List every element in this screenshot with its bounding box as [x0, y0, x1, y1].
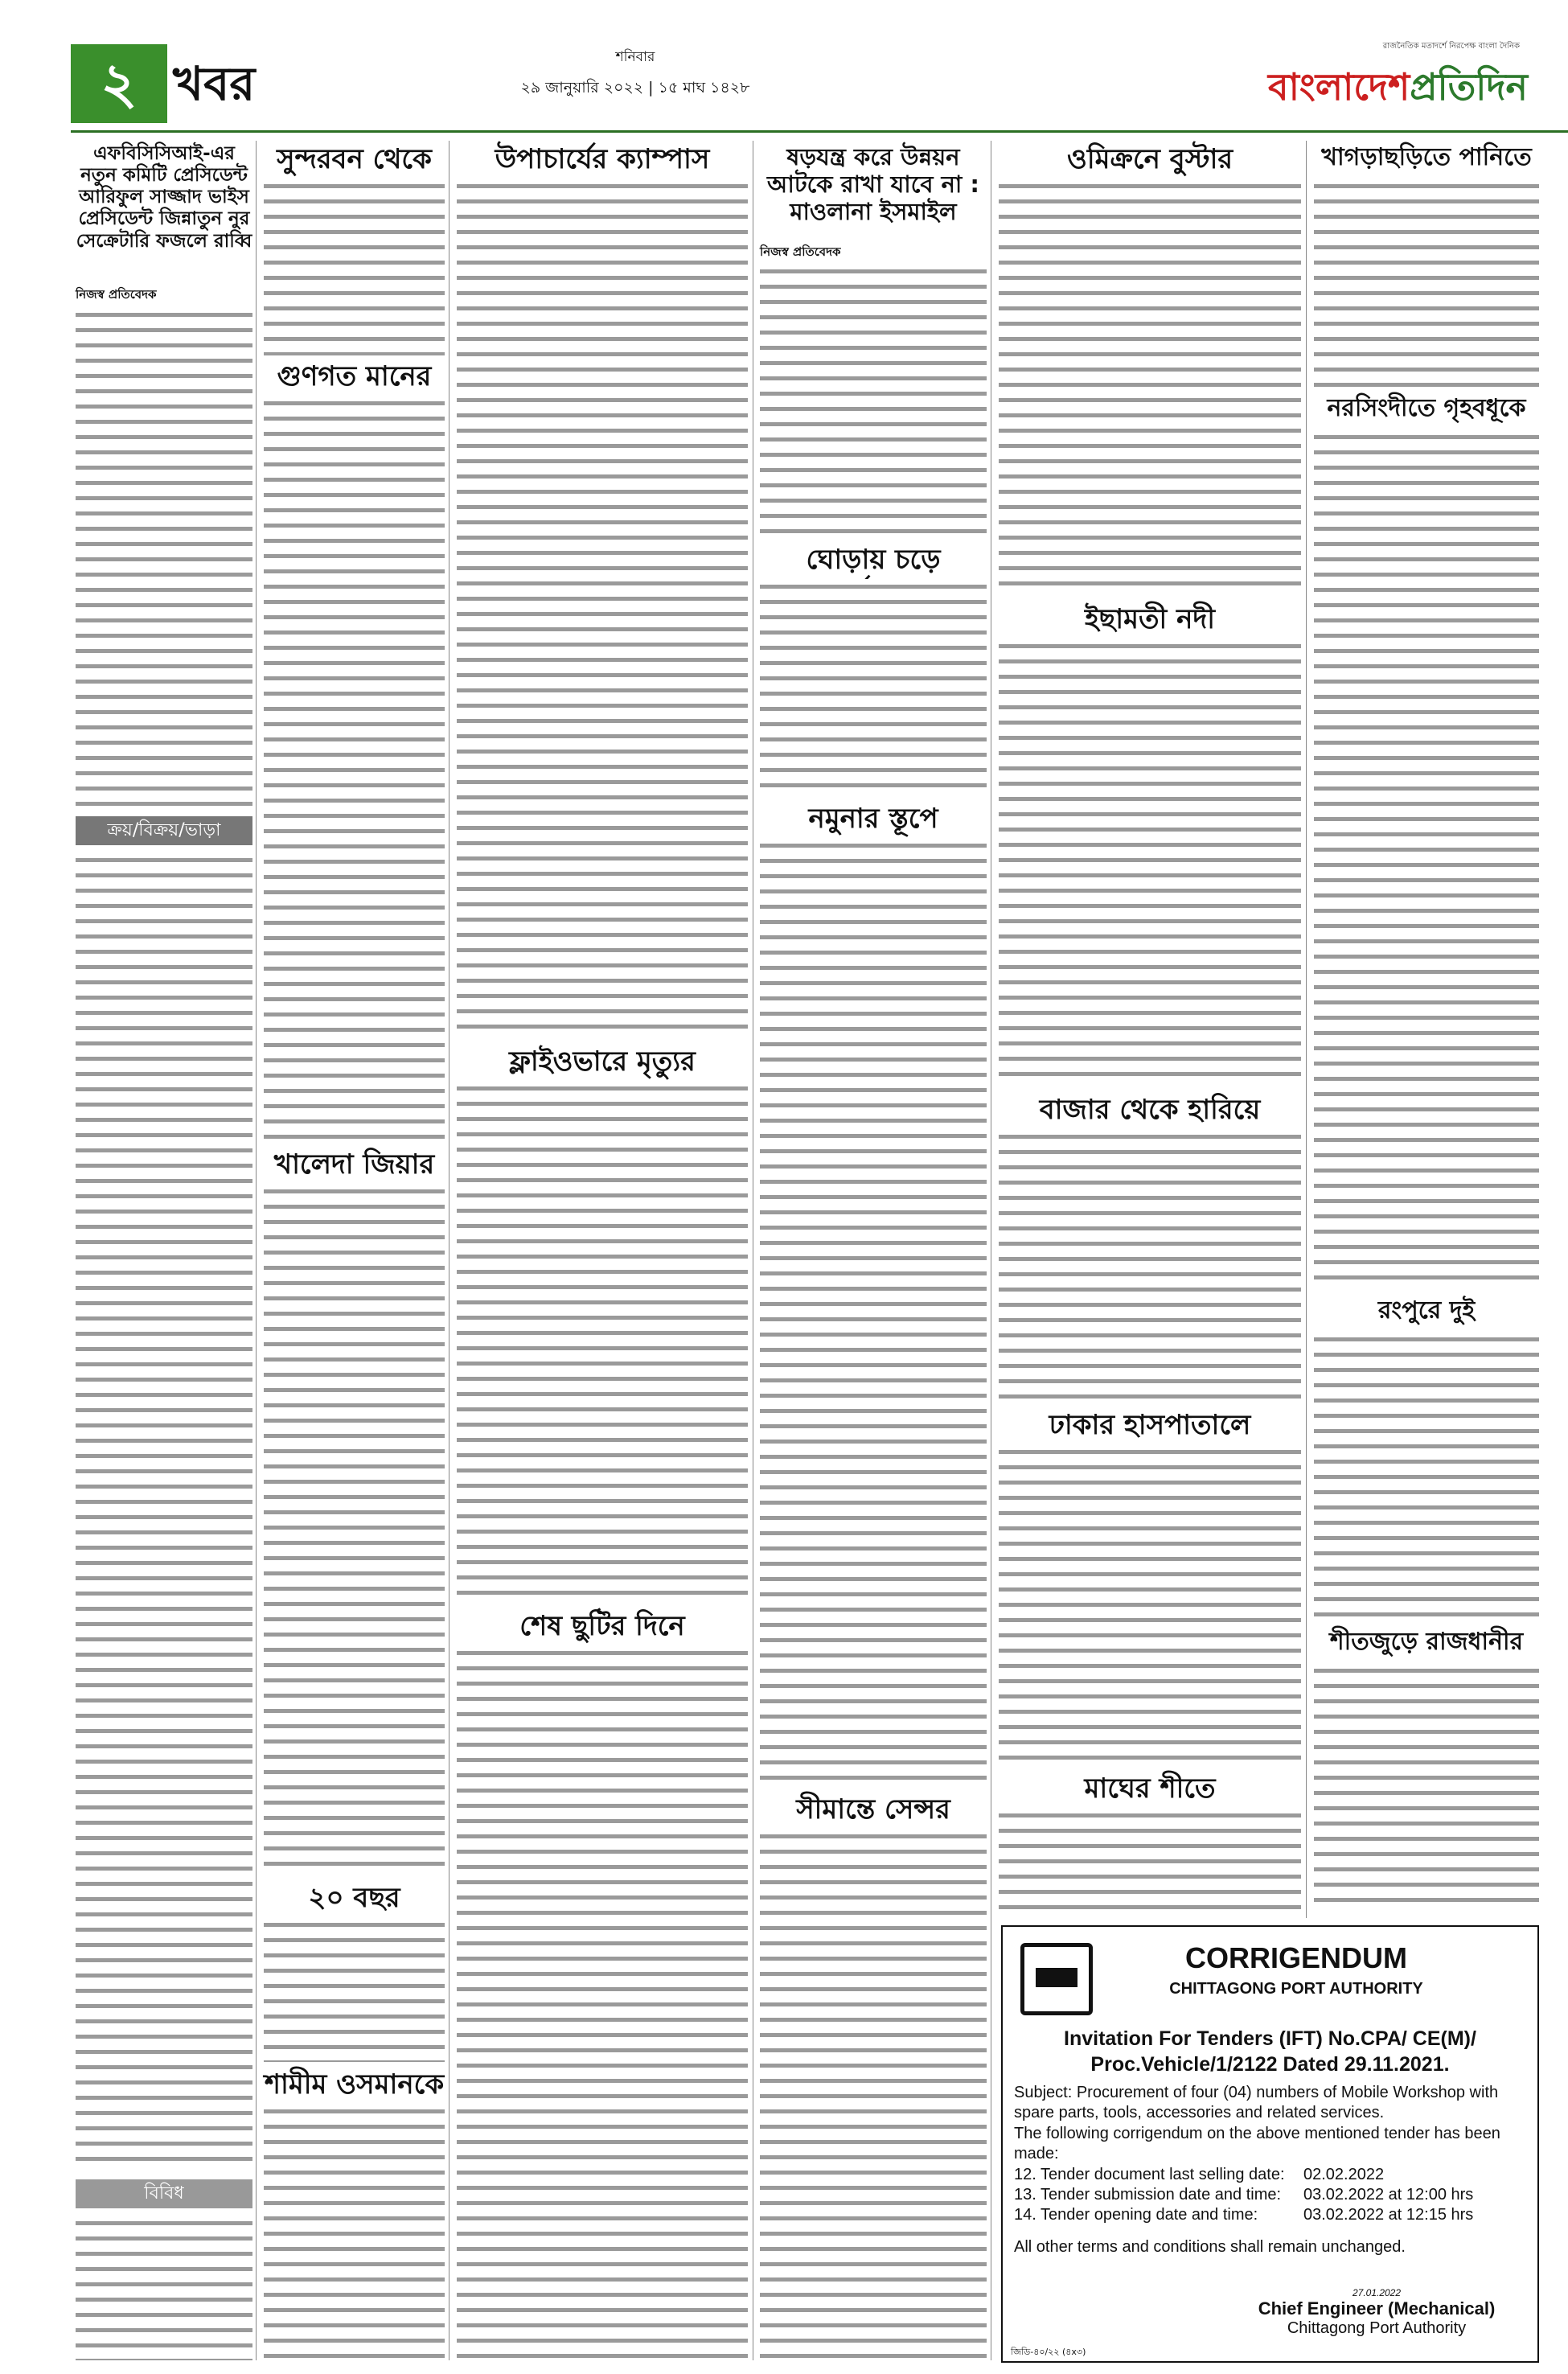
article-body — [457, 1081, 748, 1604]
logo-tagline: রাজনৈতিক মতাদর্শে নিরপেক্ষ বাংলা দৈনিক — [1382, 42, 1520, 51]
issue-day: শনিবার — [615, 49, 655, 65]
misc-body — [76, 2216, 252, 2360]
article-body — [1314, 179, 1539, 388]
article-headline: মাঘের শীতে — [1084, 1772, 1216, 1805]
tender-reference-line: Invitation For Tenders (IFT) No.CPA/ CE(M)/ — [1064, 2027, 1476, 2050]
article-body — [999, 1444, 1301, 1766]
article-headline: ঘোড়ায় চড়ে — [806, 544, 941, 576]
logo-text-right: প্রতিদিন — [1410, 65, 1528, 109]
article-body — [760, 1829, 987, 2361]
advert-code: জিডি-৪০/২২ (৪x৩) — [1011, 2347, 1086, 2357]
article-body — [999, 1808, 1301, 1912]
article-body — [457, 1645, 748, 2361]
tender-reference-line: Proc.Vehicle/1/2122 Dated 29.11.2021. — [1090, 2052, 1450, 2076]
article-body — [1314, 1663, 1539, 1912]
header-rule — [71, 130, 1568, 133]
port-authority-logo — [1020, 1943, 1093, 2015]
logo-text-left: বাংলাদেশ — [1267, 65, 1410, 109]
article-headline: রংপুরে দুই — [1377, 1296, 1476, 1325]
article-headline: গুণগত মানের — [277, 360, 432, 392]
signature-date: 27.01.2022 — [1352, 2287, 1402, 2298]
corrigendum-item — [1014, 2165, 1529, 2185]
byline: নিজস্ব প্রতিবেদক — [76, 287, 157, 302]
article-headline: ইছামতী নদী — [1085, 603, 1215, 635]
signer-title: Chief Engineer (Mechanical) — [1258, 2298, 1496, 2319]
column-divider — [256, 141, 257, 2360]
article-body — [264, 2104, 445, 2361]
article-body — [264, 1917, 445, 2062]
item-label: 13. Tender submission date and time: — [1014, 2185, 1282, 2204]
tender-subject: Subject: Procurement of four (04) numbers of Mobile Workshop with spare parts, tools, accessories and related services. — [1014, 2084, 1499, 2122]
corrigendum-closing: All other terms and conditions shall remain unchanged. — [1014, 2237, 1406, 2256]
newspaper-logo — [1214, 53, 1528, 121]
article-headline: সুন্দরবন থেকে — [277, 143, 432, 175]
item-value: 02.02.2022 — [1303, 2165, 1385, 2183]
item-value: 03.02.2022 at 12:00 hrs — [1303, 2185, 1474, 2204]
article-body — [1314, 429, 1539, 1290]
misc-header: বিবিধ — [76, 2179, 252, 2208]
article-headline: বাজার থেকে হারিয়ে — [1039, 1094, 1261, 1126]
classifieds-header: ক্রয়/বিক্রয়/ভাড়া — [76, 816, 252, 845]
page-number: ২ — [71, 44, 167, 123]
issue-date: ২৯ জানুয়ারি ২০২২ | ১৫ মাঘ ১৪২৮ — [520, 79, 750, 97]
section-title: খবর — [173, 56, 256, 111]
corrigendum-item — [1014, 2205, 1529, 2225]
article-body — [760, 579, 987, 796]
corrigendum-advertisement — [1001, 1925, 1539, 2363]
article-headline: শীতজুড়ে রাজধানীর — [1329, 1628, 1524, 1656]
item-label: 14. Tender opening date and time: — [1014, 2206, 1258, 2224]
article-body — [999, 1129, 1301, 1403]
article-body — [76, 307, 252, 806]
lead-headline: এফবিসিসিআই-এর নতুন কমিটি প্রেসিডেন্ট আরিফুল সাজ্জাদ ভাইস প্রেসিডেন্ট জিন্নাতুন নুর সেক্রেটারি ফজলে রাব্বি — [76, 143, 252, 252]
corrigendum-intro: The following corrigendum on the above mentioned tender has been made: — [1014, 2124, 1500, 2163]
article-headline: খালেদা জিয়ার — [273, 1148, 435, 1181]
article-headline: ঢাকার হাসপাতালে — [1049, 1409, 1251, 1441]
article-body — [264, 1184, 445, 1875]
signer-organization: Chittagong Port Authority — [1287, 2319, 1467, 2337]
article-body — [264, 179, 445, 355]
item-label: 12. Tender document last selling date: — [1014, 2165, 1285, 2183]
article-body — [1314, 1332, 1539, 1621]
article-headline: ২০ বছর — [308, 1882, 400, 1914]
byline: নিজস্ব প্রতিবেদক — [760, 244, 841, 259]
article-headline: খাগড়াছড়িতে পানিতে — [1321, 143, 1532, 171]
article-headline: শামীম ওসমানকে — [264, 2068, 445, 2101]
article-headline: নমুনার স্তূপে — [808, 803, 938, 835]
article-body — [999, 639, 1301, 1087]
article-headline: শেষ ছুটির দিনে — [519, 1610, 685, 1642]
article-headline: সীমান্তে সেন্সর — [796, 1793, 950, 1826]
tender-reference — [1019, 2027, 1521, 2077]
signature-block — [1228, 2287, 1525, 2338]
article-headline: ওমিক্রনে বুস্টার — [1066, 143, 1233, 175]
article-headline: নরসিংদীতে গৃহবধূকে — [1327, 394, 1526, 422]
column-divider — [1306, 141, 1307, 1918]
corrigendum-item — [1014, 2185, 1529, 2205]
classifieds-body — [76, 852, 252, 2167]
article-headline: উপাচার্যের ক্যাম্পাস — [495, 143, 710, 175]
article-body — [264, 396, 445, 1144]
article-headline: ষড়যন্ত্র করে উন্নয়ন আটকে রাখা যাবে না : মাওলানা ইসমাইল — [767, 143, 979, 226]
corrigendum-body — [1014, 2083, 1529, 2257]
item-value: 03.02.2022 at 12:15 hrs — [1303, 2206, 1474, 2224]
article-headline: ফ্লাইওভারে মৃত্যুর — [509, 1045, 696, 1078]
article-body — [760, 264, 987, 537]
corrigendum-title: CORRIGENDUM — [1185, 1941, 1407, 1974]
article-body — [999, 179, 1301, 597]
article-body — [457, 179, 748, 1039]
article-body — [760, 838, 987, 1787]
authority-name: CHITTAGONG PORT AUTHORITY — [1169, 1980, 1423, 1998]
